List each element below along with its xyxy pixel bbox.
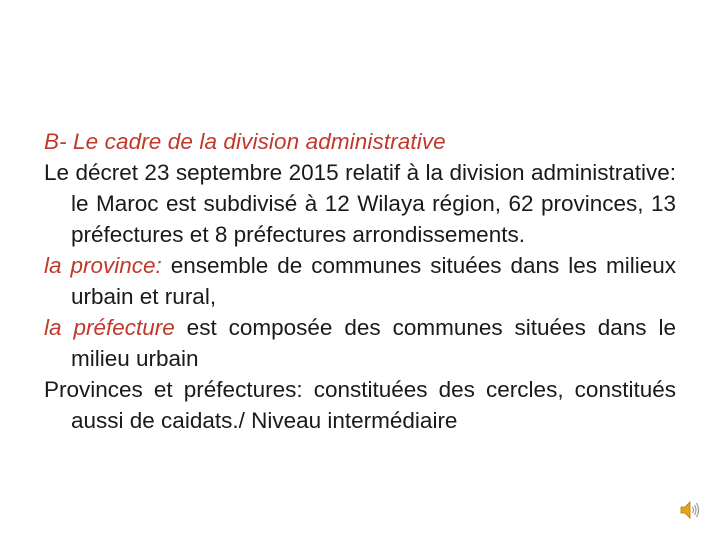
section-heading: B- Le cadre de la division administrative <box>44 129 446 154</box>
term-prefecture: la préfecture <box>44 315 175 340</box>
paragraph-prefecture <box>44 312 676 374</box>
speaker-icon[interactable] <box>678 498 702 522</box>
paragraph-text: ensemble de communes situées dans les milieux urbain et rural, <box>71 253 676 309</box>
paragraph-province <box>44 250 676 312</box>
paragraph-provinces-prefectures <box>44 374 676 436</box>
paragraph-decret <box>44 157 676 250</box>
paragraph-text: Provinces et préfectures: constituées des cercles, constitués aussi de caidats./ Niveau intermédiaire <box>44 377 676 433</box>
slide-content <box>44 126 676 436</box>
paragraph-text: Le décret 23 septembre 2015 relatif à la division administrative: le Maroc est subdivisé à 12 Wilaya région, 62 provinces, 13 préfectures et 8 préfectures arrondissements. <box>44 160 676 247</box>
paragraph-text: est composée des communes situées dans le milieu urbain <box>71 315 676 371</box>
term-province: la province: <box>44 253 162 278</box>
